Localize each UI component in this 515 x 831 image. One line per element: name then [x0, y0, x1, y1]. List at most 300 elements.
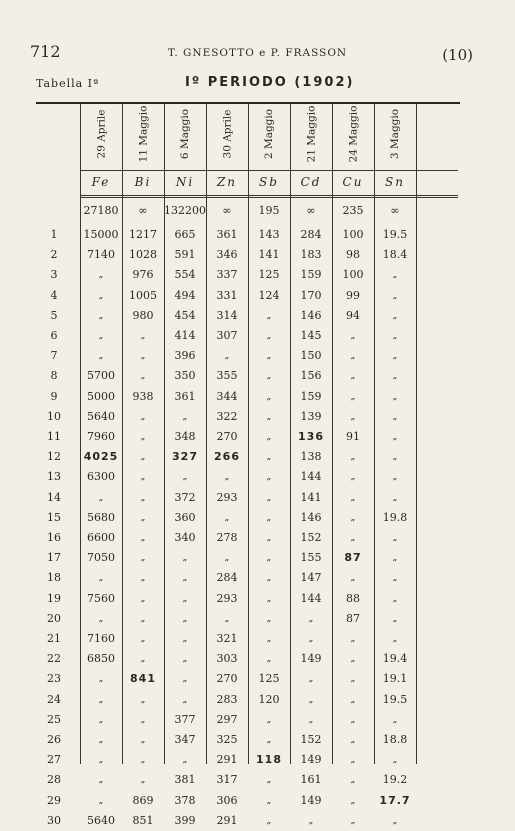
table-cell: 143 — [258, 228, 280, 241]
table-cell: „ — [266, 411, 272, 422]
table-cell: 360 — [174, 510, 196, 524]
table-cell: 297 — [216, 712, 238, 726]
table-cell: 170 — [300, 288, 322, 302]
row-index: 29 — [47, 793, 61, 807]
table-cell: 19.2 — [382, 773, 408, 787]
table-cell: „ — [224, 512, 230, 523]
table-cell: 145 — [300, 329, 322, 342]
table-cell: „ — [98, 735, 104, 745]
table-cell: 283 — [216, 692, 238, 706]
table-cell: „ — [140, 411, 146, 422]
row-index: 26 — [47, 733, 61, 746]
table-cell: 7160 — [87, 632, 115, 645]
table-cell: „ — [392, 331, 398, 341]
table-cell: 87 — [346, 611, 360, 625]
table-cell: 147 — [300, 571, 322, 585]
page-number: 712 — [30, 42, 61, 61]
table-cell: 270 — [216, 672, 238, 686]
table-cell: 152 — [300, 733, 322, 746]
table-cell: 841 — [130, 672, 156, 686]
row-index: 25 — [47, 712, 61, 726]
table-cell: „ — [308, 694, 314, 705]
table-cell: „ — [266, 714, 272, 725]
table-cell: 399 — [174, 813, 196, 827]
column-date-label: 6 Maggio — [179, 108, 191, 160]
initial-value: ∞ — [390, 204, 400, 217]
table-cell: „ — [98, 714, 104, 725]
table-cell: „ — [350, 452, 356, 463]
table-cell: „ — [350, 735, 356, 745]
table-cell: „ — [266, 533, 272, 543]
table-cell: 307 — [216, 329, 238, 342]
table-cell: „ — [392, 452, 398, 463]
table-cell: 980 — [132, 308, 154, 322]
initial-value: 132200 — [164, 204, 206, 217]
row-index: 5 — [50, 308, 58, 322]
table-cell: 138 — [300, 450, 322, 464]
table-cell: „ — [266, 775, 272, 786]
table-cell: 347 — [174, 733, 196, 746]
table-cell: „ — [224, 472, 230, 483]
table-cell: 159 — [300, 389, 322, 403]
table-cell: 1028 — [129, 248, 157, 262]
table-cell: 100 — [342, 228, 364, 241]
table-cell: 494 — [174, 288, 196, 302]
column-symbol: Zn — [216, 175, 238, 189]
row-index: 11 — [47, 430, 61, 443]
table-cell: „ — [350, 714, 356, 725]
row-index: 22 — [47, 652, 61, 666]
table-cell: 5640 — [87, 813, 115, 827]
table-cell: 340 — [174, 531, 196, 544]
table-cell: 377 — [174, 712, 196, 726]
row-index: 19 — [47, 591, 61, 605]
column-divider — [416, 104, 417, 764]
table-cell: „ — [266, 553, 272, 564]
column-date — [337, 104, 369, 164]
table-cell: „ — [140, 593, 146, 604]
table-cell: „ — [266, 634, 272, 644]
table-cell: „ — [350, 634, 356, 644]
table-cell: „ — [98, 573, 104, 584]
table-cell: 136 — [298, 430, 324, 443]
table-cell: „ — [392, 351, 398, 362]
table-cell: 149 — [300, 753, 322, 767]
table-cell: 5640 — [87, 409, 115, 423]
table-cell: „ — [392, 492, 398, 503]
table-cell: „ — [140, 452, 146, 463]
table-label: Tabella Iª — [36, 77, 100, 90]
column-symbol: Cd — [300, 175, 322, 189]
table-cell: „ — [98, 290, 104, 301]
table-cell: „ — [350, 694, 356, 705]
table-cell: „ — [140, 432, 146, 442]
row-index: 2 — [50, 248, 58, 262]
table-cell: 5000 — [87, 389, 115, 403]
table-cell: 155 — [300, 551, 322, 565]
table-cell: „ — [140, 573, 146, 584]
initial-value: ∞ — [138, 204, 148, 217]
table-cell: 321 — [216, 632, 238, 645]
table-cell: „ — [98, 694, 104, 705]
table-cell: 851 — [132, 813, 154, 827]
table-cell: „ — [392, 533, 398, 543]
table-cell: „ — [350, 492, 356, 503]
table-cell: 120 — [258, 692, 280, 706]
table-cell: „ — [350, 411, 356, 422]
table-cell: 18.4 — [382, 248, 408, 262]
table-cell: 665 — [174, 228, 196, 241]
table-cell: „ — [350, 755, 356, 766]
table-cell: 372 — [174, 490, 196, 504]
table-cell: 278 — [216, 531, 238, 544]
table-cell: „ — [392, 432, 398, 442]
column-date-label: 3 Maggio — [389, 108, 401, 160]
row-index: 21 — [47, 632, 61, 645]
table-cell: 346 — [216, 248, 238, 262]
table-cell: 159 — [300, 268, 322, 282]
row-index: 12 — [47, 450, 61, 464]
table-cell: 18.8 — [382, 733, 408, 746]
table-cell: 5700 — [87, 369, 115, 383]
table-cell: 125 — [258, 268, 280, 282]
table-cell: „ — [182, 694, 188, 705]
row-index: 13 — [47, 470, 61, 484]
table-cell: „ — [140, 654, 146, 665]
row-index: 7 — [50, 349, 58, 363]
table-cell: 150 — [300, 349, 322, 363]
table-cell: „ — [392, 755, 398, 766]
table-cell: „ — [392, 573, 398, 584]
table-cell: 19.1 — [382, 672, 408, 686]
table-cell: „ — [308, 613, 314, 624]
table-cell: „ — [392, 815, 398, 826]
initial-value: 235 — [342, 204, 364, 217]
table-cell: „ — [140, 331, 146, 341]
table-cell: 293 — [216, 591, 238, 605]
table-cell: „ — [182, 613, 188, 624]
table-cell: „ — [350, 775, 356, 786]
table-cell: 99 — [346, 288, 360, 302]
row-index: 24 — [47, 692, 61, 706]
column-date-label: 24 Maggio — [347, 105, 359, 163]
table-cell: „ — [140, 634, 146, 644]
row-index: 30 — [47, 813, 61, 827]
table-cell: „ — [182, 755, 188, 766]
table-cell: „ — [266, 512, 272, 523]
table-cell: „ — [182, 593, 188, 604]
row-index: 6 — [50, 329, 58, 342]
table-cell: 337 — [216, 268, 238, 282]
column-date-label: 2 Maggio — [263, 108, 275, 160]
table-cell: 554 — [174, 268, 196, 282]
table-cell: 94 — [346, 308, 360, 322]
table-cell: „ — [182, 654, 188, 665]
table-cell: „ — [98, 674, 104, 685]
table-cell: „ — [308, 674, 314, 685]
table-cell: 314 — [216, 308, 238, 322]
column-date — [127, 104, 159, 164]
column-date — [379, 104, 411, 164]
table-cell: 976 — [132, 268, 154, 282]
table-cell: 938 — [132, 389, 154, 403]
table-cell: „ — [98, 613, 104, 624]
table-cell: 6600 — [87, 531, 115, 544]
table-cell: „ — [392, 613, 398, 624]
column-date — [211, 104, 243, 164]
row-index: 4 — [50, 288, 58, 302]
table-cell: 7140 — [87, 248, 115, 262]
initial-value: ∞ — [306, 204, 316, 217]
table-cell: 6300 — [87, 470, 115, 484]
table-cell: „ — [266, 371, 272, 382]
row-index: 28 — [47, 773, 61, 787]
table-cell: „ — [140, 351, 146, 362]
table-cell: 306 — [216, 793, 238, 807]
table-cell: 152 — [300, 531, 322, 544]
table-cell: „ — [350, 472, 356, 483]
column-date-label: 29 Aprile — [95, 109, 108, 159]
table-cell: 396 — [174, 349, 196, 363]
table-cell: „ — [266, 351, 272, 362]
table-cell: 1005 — [129, 288, 157, 302]
table-cell: 161 — [300, 773, 322, 787]
table-cell: 270 — [216, 430, 238, 443]
table-cell: 454 — [174, 308, 196, 322]
table-cell: 869 — [132, 793, 154, 807]
table-cell: „ — [392, 411, 398, 422]
table-cell: „ — [98, 351, 104, 362]
table-cell: 91 — [346, 430, 360, 443]
row-index: 8 — [50, 369, 58, 383]
table-cell: „ — [140, 371, 146, 382]
table-cell: „ — [266, 815, 272, 826]
column-date-label: 11 Maggio — [137, 105, 149, 163]
table-cell: „ — [392, 391, 398, 402]
row-index: 14 — [47, 490, 61, 504]
table-cell: 146 — [300, 510, 322, 524]
table-cell: 293 — [216, 490, 238, 504]
table-cell: 327 — [172, 450, 198, 464]
table-cell: „ — [266, 573, 272, 584]
table-cell: 149 — [300, 793, 322, 807]
column-date-label: 21 Maggio — [305, 105, 317, 163]
row-index: 1 — [50, 228, 58, 241]
table-cell: „ — [266, 735, 272, 745]
column-symbol: Fe — [91, 175, 111, 189]
table-cell: 381 — [174, 773, 196, 787]
table-cell: 19.4 — [382, 652, 408, 666]
table-cell: „ — [224, 351, 230, 362]
table-cell: „ — [140, 472, 146, 483]
table-cell: 361 — [216, 228, 238, 241]
table-cell: „ — [266, 331, 272, 341]
table-cell: 266 — [214, 450, 240, 464]
table-cell: 19.5 — [382, 692, 408, 706]
table-cell: „ — [350, 533, 356, 543]
table-cell: 144 — [300, 591, 322, 605]
table-cell: „ — [140, 492, 146, 503]
table-cell: „ — [140, 553, 146, 564]
table-cell: 144 — [300, 470, 322, 484]
table-cell: 5680 — [87, 510, 115, 524]
table-cell: „ — [392, 310, 398, 321]
table-cell: „ — [266, 391, 272, 402]
table-cell: „ — [392, 290, 398, 301]
table-cell: 156 — [300, 369, 322, 383]
table-cell: „ — [350, 815, 356, 826]
table-cell: 284 — [300, 228, 322, 241]
column-symbol: Sn — [385, 175, 405, 189]
initial-value: 195 — [258, 204, 280, 217]
table-cell: „ — [98, 492, 104, 503]
table-cell: „ — [140, 714, 146, 725]
table-cell: 19.5 — [382, 228, 408, 241]
table-cell: 303 — [216, 652, 238, 666]
row-index: 9 — [50, 389, 58, 403]
table-cell: 325 — [216, 733, 238, 746]
table-cell: 118 — [256, 753, 282, 767]
table-cell: 15000 — [83, 228, 119, 241]
table-cell: 124 — [258, 288, 280, 302]
table-cell: „ — [266, 432, 272, 442]
column-date — [169, 104, 201, 164]
table-cell: 125 — [258, 672, 280, 686]
table-cell: „ — [308, 714, 314, 725]
table-cell: „ — [266, 795, 272, 806]
table-cell: „ — [350, 674, 356, 685]
table-cell: „ — [140, 533, 146, 543]
row-index: 17 — [47, 551, 61, 565]
table-cell: 284 — [216, 571, 238, 585]
row-index: 3 — [50, 268, 58, 282]
table-cell: „ — [266, 492, 272, 503]
table-cell: 87 — [344, 551, 362, 565]
table-cell: „ — [182, 634, 188, 644]
table-title: Iº PERIODO (1902) — [185, 75, 355, 90]
table-cell: „ — [98, 795, 104, 806]
column-date — [253, 104, 285, 164]
table-cell: „ — [350, 331, 356, 341]
table-cell: „ — [392, 371, 398, 382]
row-index: 15 — [47, 510, 61, 524]
table-cell: „ — [266, 452, 272, 463]
section-number: (10) — [442, 46, 473, 64]
symbol-rule-2 — [80, 197, 458, 198]
table-cell: „ — [350, 795, 356, 806]
table-cell: „ — [98, 331, 104, 341]
table-cell: „ — [350, 654, 356, 665]
table-cell: „ — [140, 694, 146, 705]
table-cell: „ — [392, 714, 398, 725]
table-cell: 98 — [346, 248, 360, 262]
table-cell: 100 — [342, 268, 364, 282]
table-cell: 291 — [216, 753, 238, 767]
table-cell: 19.8 — [382, 510, 408, 524]
table-cell: „ — [266, 310, 272, 321]
table-cell: „ — [140, 512, 146, 523]
column-symbol: Sb — [259, 175, 279, 189]
table-cell: „ — [392, 634, 398, 644]
table-cell: 146 — [300, 308, 322, 322]
table-cell: 7560 — [87, 591, 115, 605]
table-cell: 141 — [300, 490, 322, 504]
table-cell: „ — [182, 411, 188, 422]
table-cell: „ — [182, 553, 188, 564]
table-cell: „ — [266, 472, 272, 483]
column-symbol: Bi — [134, 175, 152, 189]
table-cell: „ — [392, 553, 398, 564]
table-cell: „ — [266, 593, 272, 604]
table-cell: 348 — [174, 430, 196, 443]
table-cell: 1217 — [129, 228, 157, 241]
table-cell: „ — [266, 613, 272, 624]
running-title: T. GNESOTTO e P. FRASSON — [167, 47, 348, 59]
table-cell: 6850 — [87, 652, 115, 666]
table-cell: 344 — [216, 389, 238, 403]
table-cell: 591 — [174, 248, 196, 262]
column-symbol: Ni — [175, 175, 195, 189]
table-cell: „ — [224, 613, 230, 624]
table-cell: „ — [350, 371, 356, 382]
table-cell: 139 — [300, 409, 322, 423]
table-cell: „ — [392, 593, 398, 604]
page-header — [0, 40, 515, 66]
table-cell: „ — [308, 815, 314, 826]
table-cell: 350 — [174, 369, 196, 383]
table-cell: 7960 — [87, 430, 115, 443]
table-cell: „ — [350, 391, 356, 402]
table-cell: „ — [182, 573, 188, 584]
table-cell: „ — [98, 755, 104, 766]
table-cell: 361 — [174, 389, 196, 403]
table-cell: „ — [140, 735, 146, 745]
table-cell: 355 — [216, 369, 238, 383]
table-cell: „ — [140, 755, 146, 766]
row-index: 20 — [47, 611, 61, 625]
table-cell: „ — [182, 472, 188, 483]
row-index: 18 — [47, 571, 61, 585]
table-cell: „ — [350, 351, 356, 362]
column-date — [295, 104, 327, 164]
table-cell: „ — [392, 270, 398, 281]
row-index: 16 — [47, 531, 61, 544]
row-index: 23 — [47, 672, 61, 686]
table-cell: 414 — [174, 329, 196, 342]
table-cell: „ — [266, 654, 272, 665]
table-cell: „ — [308, 634, 314, 644]
table-cell: 317 — [216, 773, 238, 787]
table-cell: 331 — [216, 288, 238, 302]
table-cell: 183 — [300, 248, 322, 262]
table-cell: 7050 — [87, 551, 115, 565]
initial-value: ∞ — [222, 204, 232, 217]
table-cell: „ — [224, 553, 230, 564]
row-index: 27 — [47, 753, 61, 767]
column-date — [85, 104, 117, 164]
table-cell: 4025 — [83, 450, 119, 464]
table-cell: „ — [98, 310, 104, 321]
column-date-label: 30 Aprile — [221, 109, 234, 159]
initial-value: 27180 — [83, 204, 119, 217]
table-cell: 141 — [258, 248, 280, 262]
table-cell: 322 — [216, 409, 238, 423]
table-cell: 88 — [346, 591, 360, 605]
table-cell: „ — [350, 573, 356, 584]
table-cell: „ — [140, 775, 146, 786]
table-cell: 378 — [174, 793, 196, 807]
table-cell: 17.7 — [379, 793, 411, 807]
